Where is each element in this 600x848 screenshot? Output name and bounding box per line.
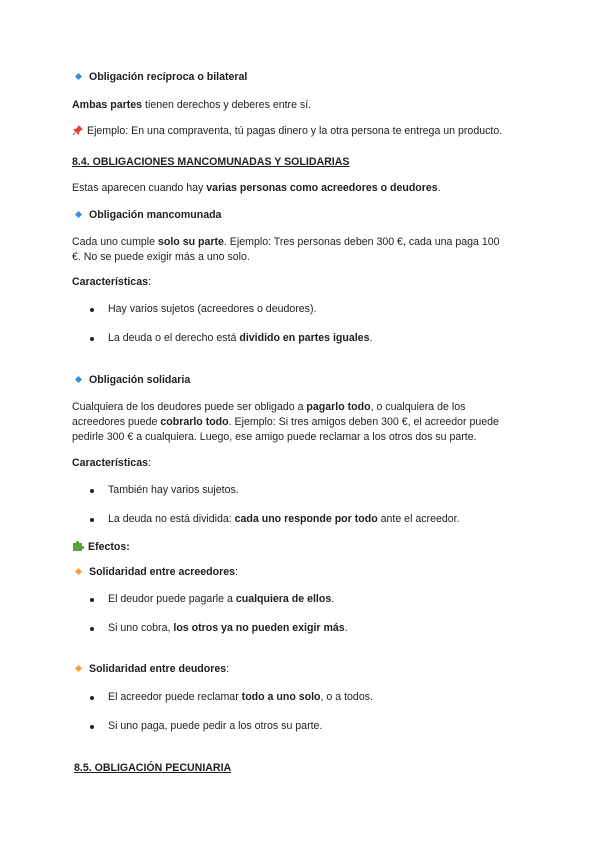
bullet-icon [90,598,94,602]
subheading-reciproca: Obligación recíproca o bilateral [72,70,532,85]
puzzle-icon [72,539,85,552]
paragraph-cada-uno: Cada uno cumple solo su parte. Ejemplo: Tres personas deben 300 €, cada una paga 100 €. No se puede exigir más a uno solo. [72,236,500,263]
blue-diamond-icon [75,73,82,80]
blue-diamond-icon [75,376,82,383]
bullet-icon [90,725,94,729]
bullet-icon [90,696,94,700]
document-page: Obligación recíproca o bilateral Ambas partes tienen derechos y deberes entre sí. Ejemplo: En una compraventa, tú pagas dinero y la otra persona te entrega un producto. 8.4. OBLIGACIONES MANCOMUNADAS Y SOLIDARIAS Estas aparecen cuando hay varias personas como acreedores o deudores. Obligación mancomunada Cada uno cumple solo su parte. Ejemplo: Tres personas deben 300 €, cada una paga 100 €. No se puede exigir más a uno solo. Características: Hay varios sujetos (acreedores o deudores). La deuda o el derecho está dividido en partes iguales. Obligación solidaria Cualquiera de los deudores puede ser obligado a pagarlo todo, o cualquiera de los acreedores puede cobrarlo todo. Ejemplo: Si tres amigos deben 300 €, el acreedor puede pedirle 300 € a cualquiera. Luego, ese amigo puede reclamar a los otros dos su parte. Características: También hay varios sujetos. La deuda no está dividida: cada uno responde por todo ante el acreedor. Efectos: Solidaridad entre acreedores: El deudor puede pagarle a cualquiera de ellos. Si uno cobra, los otros ya no pueden exigir más. Solidaridad entre deudores: El acreedor puede reclamar todo a uno solo, o a todos. Si uno paga, puede pedir a los otros su parte. 8.5. OBLIGACIÓN PECUNIARIA [0,0,600,848]
bullet-icon [90,489,94,493]
bullet-icon [90,518,94,522]
subheading-solidaria: Obligación solidaria [72,373,532,388]
subheading-solidaridad-deudores: Solidaridad entre deudores: [72,662,532,677]
blue-diamond-icon [75,211,82,218]
orange-diamond-icon [75,665,82,672]
bullet-icon [90,337,94,341]
bullet-icon [90,627,94,631]
subheading-solidaridad-acreedores: Solidaridad entre acreedores: [72,565,532,580]
section-title-8-4: 8.4. OBLIGACIONES MANCOMUNADAS Y SOLIDARIAS [72,156,350,168]
paragraph-estas-aparecen: Estas aparecen cuando hay varias personas como acreedores o deudores. [72,182,441,194]
bullet-icon [90,308,94,312]
orange-diamond-icon [75,568,82,575]
paragraph-cualquiera: Cualquiera de los deudores puede ser obligado a pagarlo todo, o cualquiera de los acreedores puede cobrarlo todo. Ejemplo: Si tres amigos deben 300 €, el acreedor puede pedirle 300 € a cualquiera. Luego, ese amigo puede reclamar a los otros dos su parte. [72,401,499,443]
paragraph-ejemplo-compraventa: Ejemplo: En una compraventa, tú pagas dinero y la otra persona te entrega un producto. [72,124,542,139]
caracteristicas-label-1: Características: [72,276,151,288]
subheading-mancomunada: Obligación mancomunada [72,208,532,223]
section-title-8-5: 8.5. OBLIGACIÓN PECUNIARIA [74,762,232,774]
pushpin-icon [72,124,84,136]
paragraph-ambas-partes: Ambas partes tienen derechos y deberes entre sí. [72,99,312,111]
caracteristicas-label-2: Características: [72,457,151,469]
efectos-heading: Efectos: [72,539,532,555]
